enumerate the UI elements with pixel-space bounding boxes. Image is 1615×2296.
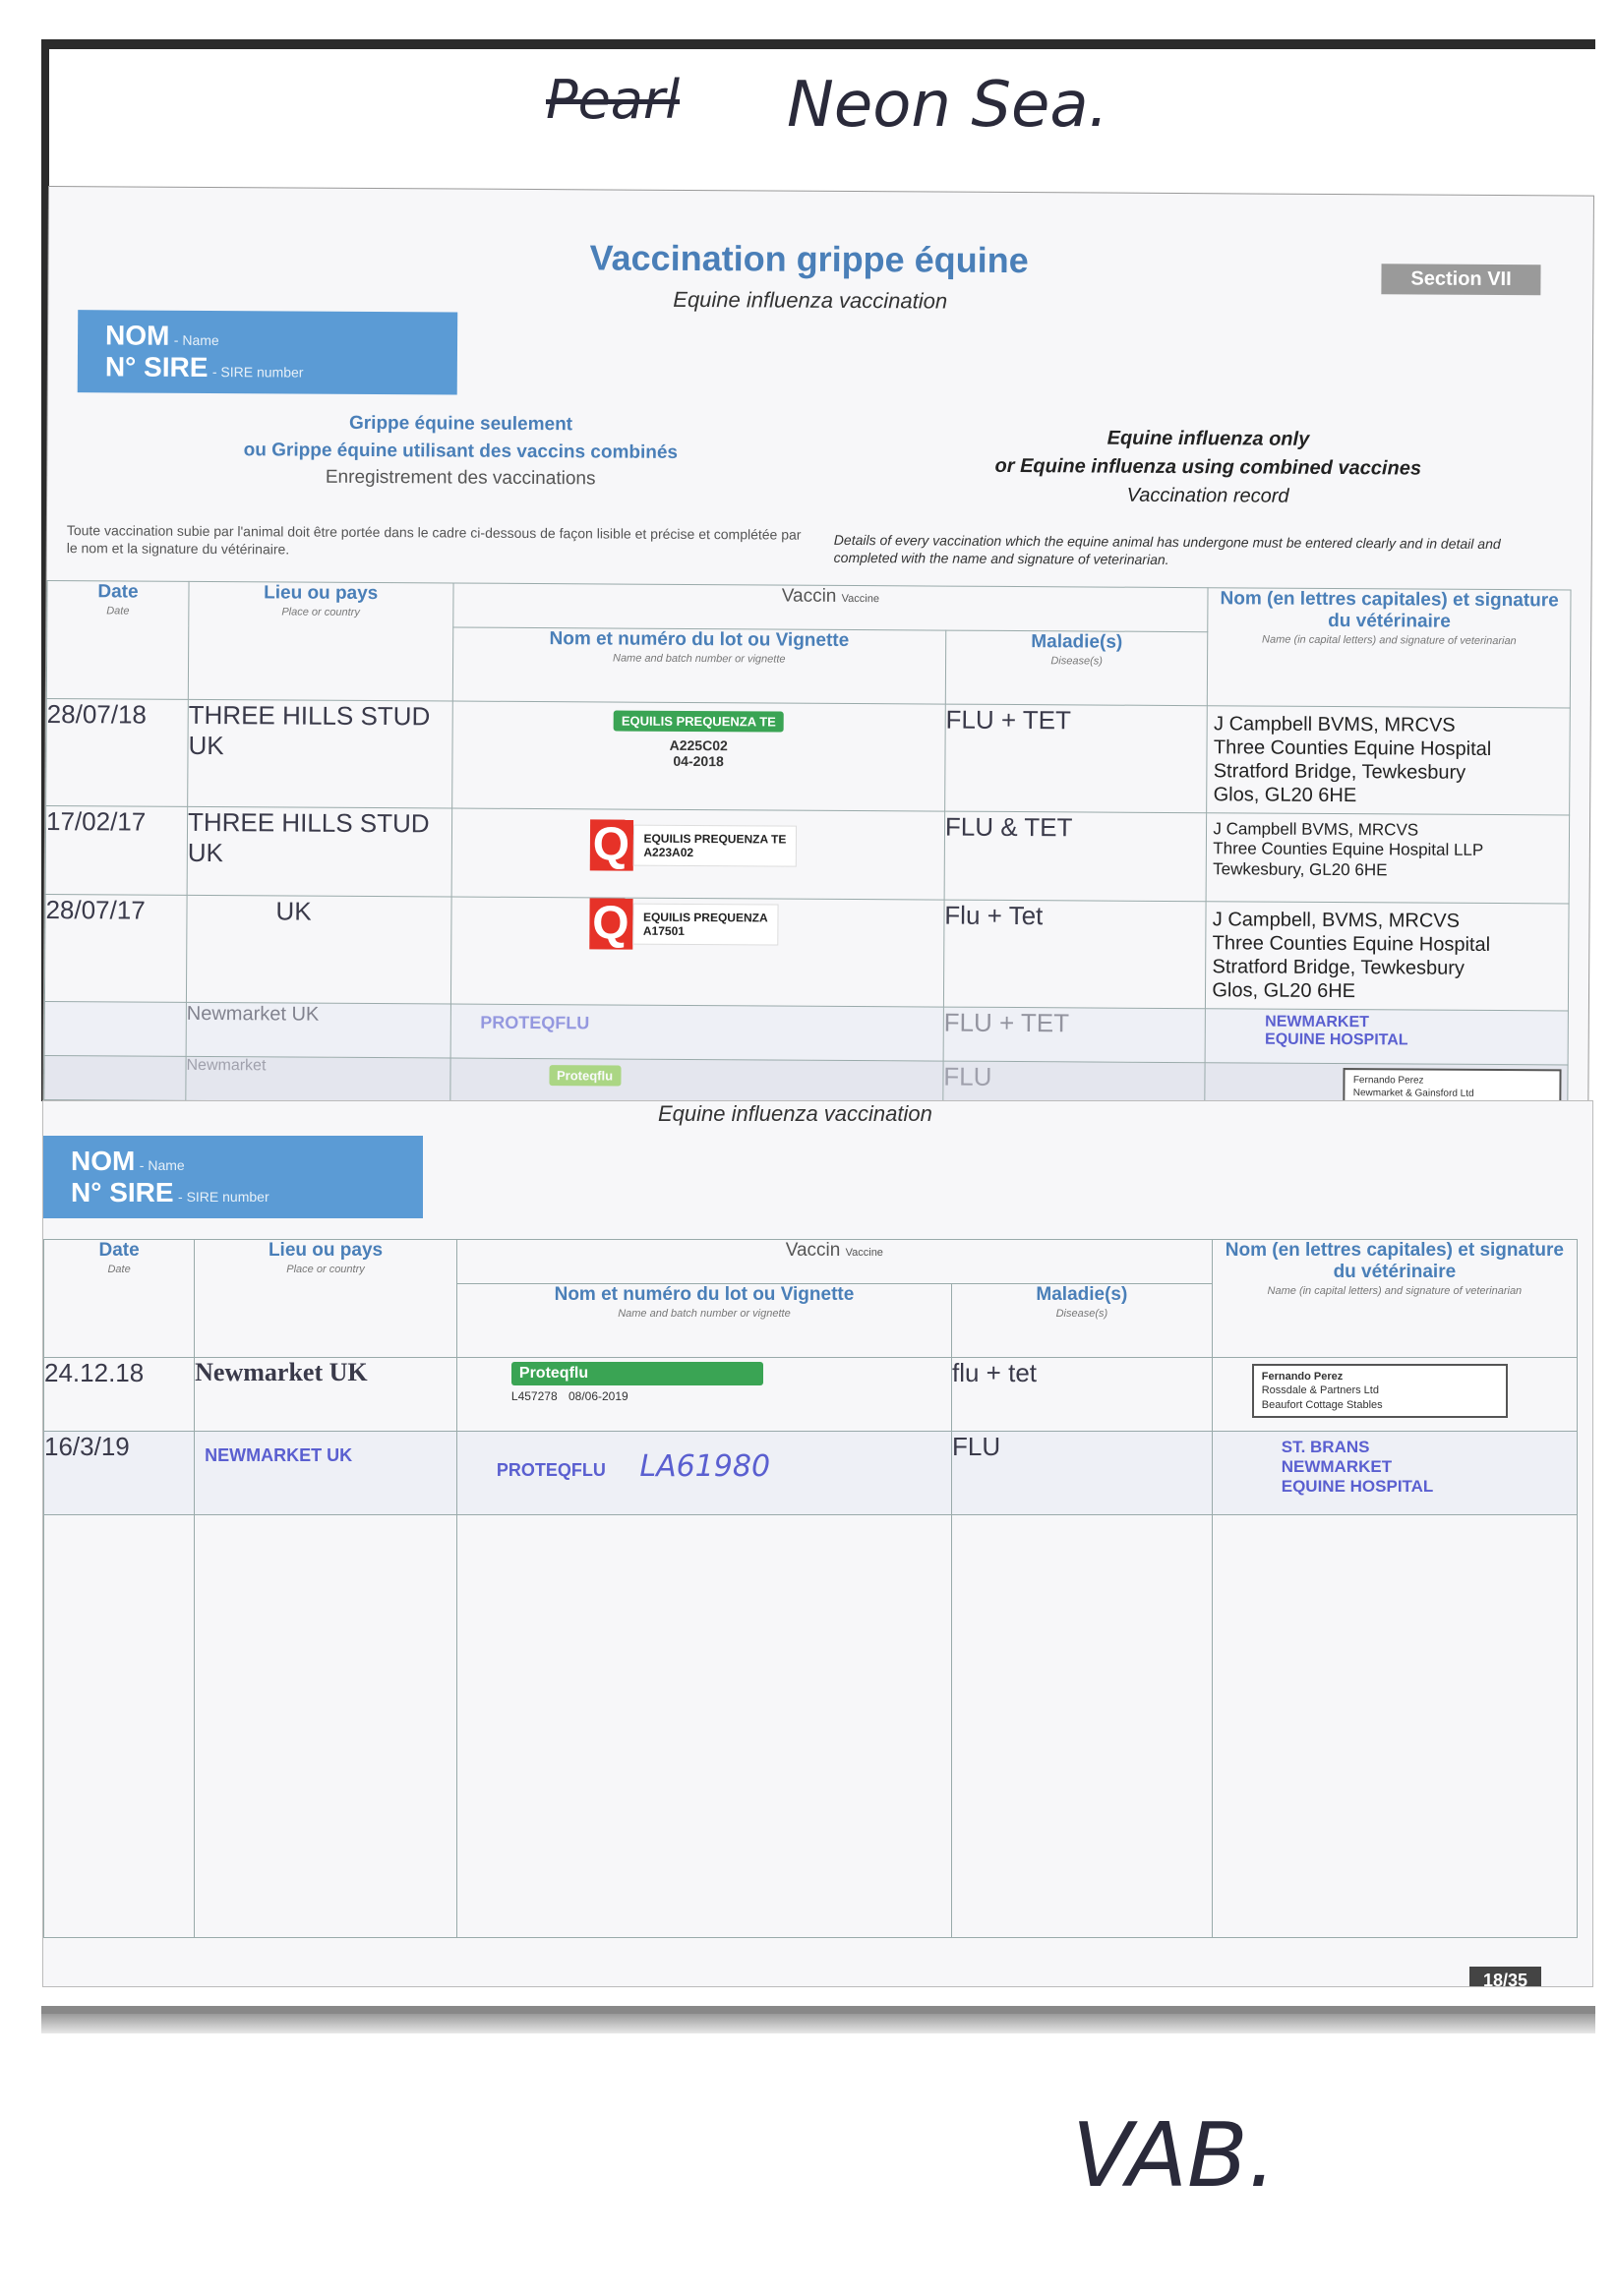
vaccine-sticker: Proteqflu — [511, 1362, 763, 1385]
qq-logo-icon: Q — [589, 898, 632, 949]
row-vet: J Campbell BVMS, MRCVS Three Counties Equine Hospital Stratford Bridge, Tewkesbury Glos, GL20 6HE — [1207, 706, 1570, 815]
col-vaccine-header: Vaccin Vaccine — [456, 1240, 1212, 1284]
top-vaccination-table — [43, 580, 1571, 1109]
col-disease-header: Maladie(s) Disease(s) — [945, 630, 1208, 706]
row-vet: NEWMARKET EQUINE HOSPITAL — [1205, 1009, 1568, 1065]
vaccine-batch: A225C02 — [669, 736, 728, 754]
qq-logo-icon: Q — [589, 819, 632, 870]
scan-edge-bottom-strip — [41, 2006, 1595, 2014]
row-place: Newmarket — [186, 1056, 450, 1102]
row-place: Newmarket UK — [195, 1358, 457, 1432]
vaccine-batch: L457278 — [510, 1389, 558, 1403]
table-row-empty — [44, 1515, 1578, 1938]
row-disease: Flu + Tet — [943, 900, 1206, 1009]
row-vet: J Campbell, BVMS, MRCVS Three Counties Equine Hospital Stratford Bridge, Tewkesbury Glos, GL20 6HE — [1206, 902, 1569, 1011]
en-heading-2: or Equine influenza using combined vaccines — [994, 454, 1422, 480]
row-place: Newmarket UK — [186, 1002, 450, 1058]
row-date: 24.12.18 — [44, 1358, 195, 1432]
scan-edge-top — [41, 39, 1595, 49]
row-disease: FLU + TET — [944, 704, 1207, 813]
row-disease: FLU + TET — [943, 1007, 1206, 1063]
col-vet-header: Nom (en lettres capitales) et signature du vétérinaire Name (in capital letters) and signature of veterinarian — [1208, 588, 1571, 708]
row-date: 17/02/17 — [45, 805, 188, 895]
en-heading-3: Vaccination record — [1126, 484, 1289, 507]
nom-label: NOM — [104, 320, 170, 351]
row-vaccine — [451, 701, 945, 811]
row-vaccine — [456, 1432, 951, 1515]
row-place: NEWMARKET UK — [195, 1432, 457, 1515]
col-vet-header: Nom (en lettres capitales) et signature du vétérinaire Name (in capital letters) and signature of veterinarian — [1212, 1240, 1577, 1358]
row-vet: ST. BRANS NEWMARKET EQUINE HOSPITAL — [1212, 1432, 1577, 1515]
section-badge: Section VII — [1381, 264, 1540, 295]
col-disease-header: Maladie(s) Disease(s) — [952, 1284, 1213, 1358]
row-vaccine — [449, 1058, 943, 1105]
row-disease: FLU & TET — [944, 811, 1207, 902]
row-disease: FLU — [943, 1061, 1206, 1107]
sire-small: - SIRE number — [178, 1189, 269, 1205]
row-place: THREE HILLS STUD UK — [188, 699, 452, 808]
vaccine-expiry: 08/06-2019 — [568, 1389, 628, 1403]
table-row — [45, 805, 1570, 903]
scan-grey-band — [41, 2014, 1595, 2033]
handwritten-name-struck: Pearl — [546, 69, 681, 131]
vaccine-batch: LA61980 — [639, 1449, 771, 1484]
row-date: 28/07/18 — [46, 698, 189, 806]
row-disease: FLU — [952, 1432, 1213, 1515]
table-row — [44, 1432, 1578, 1515]
table-row — [44, 894, 1569, 1010]
sire-label: N° SIRE — [104, 351, 209, 383]
row-date: 28/07/17 — [44, 894, 187, 1002]
handwritten-horse-name: Neon Sea. — [787, 69, 1108, 142]
row-vaccine — [451, 808, 945, 900]
fr-heading-1: Grippe équine seulement — [348, 412, 573, 436]
nom-sire-box — [78, 310, 458, 394]
table-row — [46, 698, 1571, 814]
vaccine-sticker: EQUILIS PREQUENZA TE — [614, 711, 784, 733]
table-row — [44, 1358, 1578, 1432]
bottom-passport-page — [43, 1101, 1592, 1986]
bottom-vaccination-table — [43, 1239, 1578, 1938]
col-date-header: Date Date — [44, 1240, 195, 1358]
row-disease: flu + tet — [952, 1358, 1213, 1432]
nom-small: - Name — [139, 1157, 185, 1173]
fr-heading-3: Enregistrement des vaccinations — [325, 466, 596, 490]
row-vet: J Campbell BVMS, MRCVS Three Counties Equine Hospital LLP Tewkesbury, GL20 6HE — [1206, 813, 1569, 904]
col-name-header: Nom et numéro du lot ou Vignette Name and batch number or vignette — [452, 627, 946, 704]
page-title-en: Equine influenza vaccination — [658, 1101, 932, 1126]
handwritten-initials: VAB. — [1072, 2104, 1277, 2208]
page-title-en: Equine influenza vaccination — [673, 286, 948, 314]
nom-small: - Name — [173, 331, 219, 349]
row-vet: Fernando Perez Newmarket & Gainsford Ltd — [1205, 1063, 1568, 1109]
col-date-header: Date Date — [46, 580, 189, 699]
page-title-fr: Vaccination grippe équine — [589, 237, 1029, 281]
col-vaccine-header: Vaccin Vaccine — [452, 583, 1208, 632]
row-place: THREE HILLS STUD UK — [187, 806, 451, 897]
top-passport-page — [43, 187, 1593, 1111]
vaccine-expiry: 04-2018 — [673, 752, 724, 770]
nom-label: NOM — [71, 1146, 136, 1176]
row-place: UK — [186, 895, 450, 1004]
col-place-header: Lieu ou pays Place or country — [195, 1240, 457, 1358]
row-vaccine — [456, 1358, 951, 1432]
vaccine-sticker: EQUILIS PREQUENZA A17501 — [632, 904, 779, 946]
row-vet: Fernando Perez Rossdale & Partners Ltd Beaufort Cottage Stables — [1212, 1358, 1577, 1432]
row-date — [44, 1001, 186, 1056]
page-number: 18/35 — [1469, 1967, 1541, 1986]
row-date — [44, 1055, 186, 1100]
fr-heading-2: ou Grippe équine utilisant des vaccins combinés — [243, 439, 679, 463]
en-heading-1: Equine influenza only — [1107, 427, 1310, 450]
table-row — [44, 1001, 1568, 1064]
vaccine-sticker: Proteqflu — [549, 1065, 621, 1086]
row-vaccine: PROTEQFLU — [450, 1004, 944, 1061]
vaccine-name-stamp: PROTEQFLU — [496, 1460, 606, 1480]
col-name-header: Nom et numéro du lot ou Vignette Name and batch number or vignette — [456, 1284, 951, 1358]
en-note: Details of every vaccination which the equine animal has undergone must be entered clearly and in detail and completed with the name and signature of veterinarian. — [833, 531, 1501, 568]
row-date: 16/3/19 — [44, 1432, 195, 1515]
row-vaccine — [450, 897, 944, 1007]
nom-sire-box — [43, 1136, 423, 1218]
vaccine-sticker: EQUILIS PREQUENZA TE A223A02 — [632, 825, 797, 867]
fr-note: Toute vaccination subie par l'animal doit être portée dans le cadre ci-dessous de façon lisible et précise et complétée par le nom et la signature du vétérinaire. — [66, 522, 802, 558]
en-heading — [913, 423, 1504, 512]
col-place-header: Lieu ou pays Place or country — [188, 581, 452, 701]
sire-label: N° SIRE — [71, 1177, 174, 1207]
fr-heading — [165, 409, 755, 494]
sire-small: - SIRE number — [211, 364, 304, 381]
